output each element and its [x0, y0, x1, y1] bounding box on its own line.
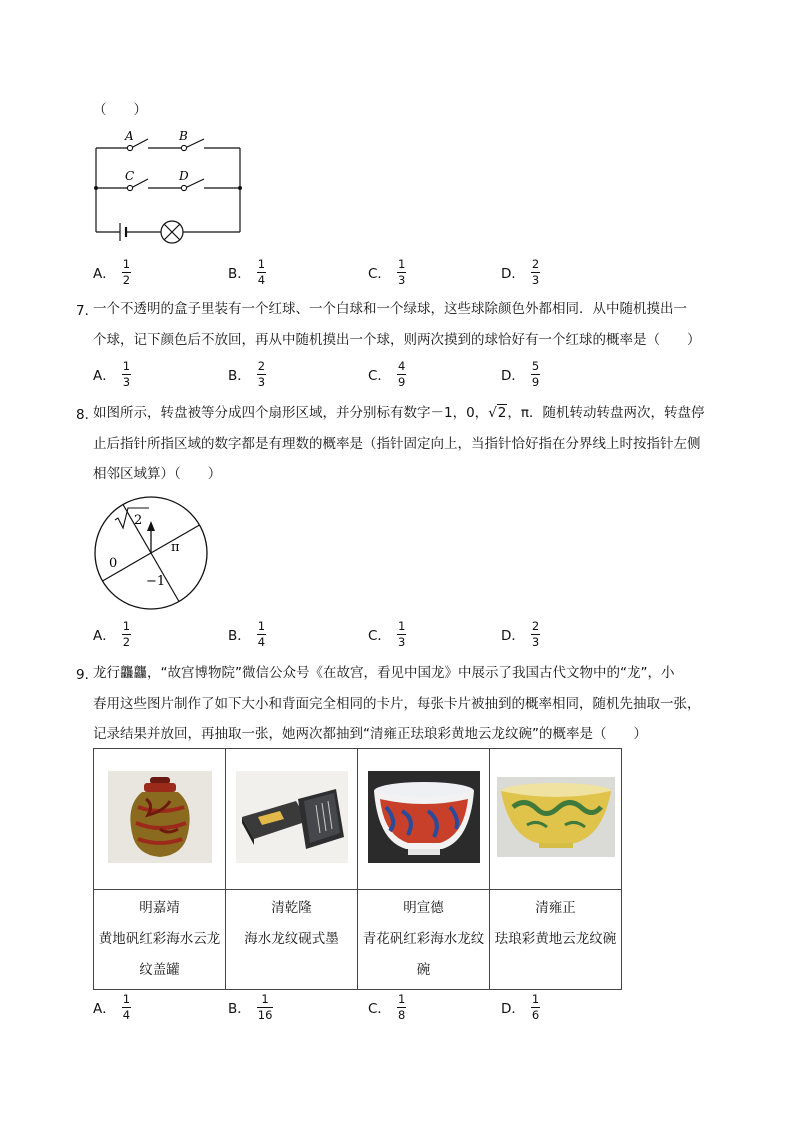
- q9-number: 9．: [76, 667, 99, 683]
- fraction: $\frac{1}{4}$: [257, 256, 266, 287]
- q9-option-d[interactable]: D． $\frac{1}{6}$: [501, 991, 540, 1022]
- q8-number: 8．: [76, 407, 99, 423]
- card-image-cell: [94, 749, 226, 890]
- q8-stem-line-1: 如图所示，转盘被等分成四个扇形区域，并分别标有数字－1，0，√2，π．随机转动转盘两次，转盘停: [93, 405, 705, 421]
- q6-answer-blank: （ ）: [93, 102, 147, 118]
- q7-option-d[interactable]: D． $\frac{5}{9}$: [501, 358, 540, 389]
- card-caption: 明嘉靖 黄地矾红彩海水云龙 纹盖罐: [94, 890, 226, 990]
- fraction: $\frac{1}{2}$: [122, 618, 131, 649]
- q9-options: [93, 990, 613, 1024]
- spinner-sector-zero: 0: [109, 556, 118, 571]
- q6-options: [93, 255, 613, 289]
- ink-stick-image: [236, 771, 348, 863]
- q8-option-c[interactable]: C． $\frac{1}{3}$: [368, 618, 406, 649]
- q6-option-d[interactable]: D． $\frac{2}{3}$: [501, 256, 540, 287]
- q9-stem-line-1: 龙行龘龘，“故宫博物院”微信公众号《在故宫，看见中国龙》中展示了我国古代文物中的“龙”，小: [93, 665, 675, 681]
- fraction: $\frac{1}{6}$: [531, 991, 540, 1022]
- fraction: $\frac{1}{4}$: [257, 618, 266, 649]
- q9-option-a[interactable]: A． $\frac{1}{4}$: [93, 991, 131, 1022]
- q7-option-c[interactable]: C． $\frac{4}{9}$: [368, 358, 406, 389]
- fraction: $\frac{1}{3}$: [122, 358, 131, 389]
- card-image-cell: [226, 749, 358, 890]
- fraction: $\frac{2}{3}$: [257, 358, 266, 389]
- q9-stem-line-2: 春用这些图片制作了如下大小和背面完全相同的卡片，每张卡片被抽到的概率相同，随机先抽取一张，: [93, 696, 701, 712]
- fraction: $\frac{1}{16}$: [257, 991, 273, 1022]
- q6-option-a[interactable]: A． $\frac{1}{2}$: [93, 256, 131, 287]
- q7-stem-line-1: 一个不透明的盒子里装有一个红球、一个白球和一个绿球，这些球除颜色外都相同．从中随机摸出一: [93, 301, 687, 317]
- card-image-cell: [358, 749, 490, 890]
- fraction: $\frac{1}{3}$: [397, 256, 406, 287]
- fraction: $\frac{5}{9}$: [531, 358, 540, 389]
- switch-a-contact: [127, 145, 132, 150]
- q7-options: [93, 357, 613, 391]
- q7-stem-line-2: 个球，记下颜色后不放回，再从中随机摸出一个球，则两次摸到的球恰好有一个红球的概率是（ ）: [93, 332, 701, 348]
- q6-circuit-diagram: [88, 125, 248, 250]
- blue-red-bowl-image: [368, 771, 480, 863]
- q9-option-c[interactable]: C． $\frac{1}{8}$: [368, 991, 406, 1022]
- q8-stem-line-3: 相邻区域算）（ ）: [93, 466, 222, 482]
- q9-stem-line-3: 记录结果并放回，再抽取一张，她两次都抽到“清雍正珐琅彩黄地云龙纹碗”的概率是（ ）: [93, 726, 647, 742]
- card-caption: 明宣德 青花矾红彩海水龙纹 碗: [358, 890, 490, 990]
- card-caption: 清雍正 珐琅彩黄地云龙纹碗: [490, 890, 622, 990]
- svg-text:2: 2: [134, 513, 143, 528]
- switch-c-contact: [127, 185, 132, 190]
- card-image-cell: [490, 749, 622, 890]
- q8-stem-line-2: 止后指针所指区域的数字都是有理数的概率是（指针固定向上，当指针恰好指在分界线上时按指针左侧: [93, 436, 701, 452]
- fraction: $\frac{2}{3}$: [531, 618, 540, 649]
- q9-card-table: [93, 748, 622, 990]
- card-caption: 清乾隆 海水龙纹砚式墨: [226, 890, 358, 990]
- yellow-dragon-bowl-image: [497, 777, 615, 857]
- switch-d-contact: [181, 185, 186, 190]
- switch-b-contact: [181, 145, 186, 150]
- q8-option-d[interactable]: D． $\frac{2}{3}$: [501, 618, 540, 649]
- q8-spinner-diagram: [93, 495, 211, 613]
- fraction: $\frac{1}{4}$: [122, 991, 131, 1022]
- spinner-sector-pi: π: [171, 540, 180, 555]
- q6-option-c[interactable]: C． $\frac{1}{3}$: [368, 256, 406, 287]
- q7-option-a[interactable]: A． $\frac{1}{3}$: [93, 358, 131, 389]
- fraction: $\frac{1}{3}$: [397, 618, 406, 649]
- fraction: $\frac{1}{8}$: [397, 991, 406, 1022]
- jar-image: [108, 771, 212, 863]
- switch-c-label: C: [125, 169, 135, 183]
- fraction: $\frac{1}{2}$: [122, 256, 131, 287]
- switch-d-label: D: [179, 169, 189, 183]
- q9-option-b[interactable]: B． $\frac{1}{16}$: [228, 991, 273, 1022]
- q8-options: [93, 617, 613, 651]
- sqrt-two: √2: [488, 405, 507, 421]
- spinner-sector-neg-one: −1: [146, 574, 166, 589]
- q7-number: 7．: [76, 303, 99, 319]
- q6-option-b[interactable]: B． $\frac{1}{4}$: [228, 256, 266, 287]
- q7-option-b[interactable]: B． $\frac{2}{3}$: [228, 358, 266, 389]
- fraction: $\frac{4}{9}$: [397, 358, 406, 389]
- fraction: $\frac{2}{3}$: [531, 256, 540, 287]
- q8-option-b[interactable]: B． $\frac{1}{4}$: [228, 618, 266, 649]
- switch-b-label: B: [179, 129, 188, 143]
- q8-option-a[interactable]: A． $\frac{1}{2}$: [93, 618, 131, 649]
- switch-a-label: A: [125, 129, 134, 143]
